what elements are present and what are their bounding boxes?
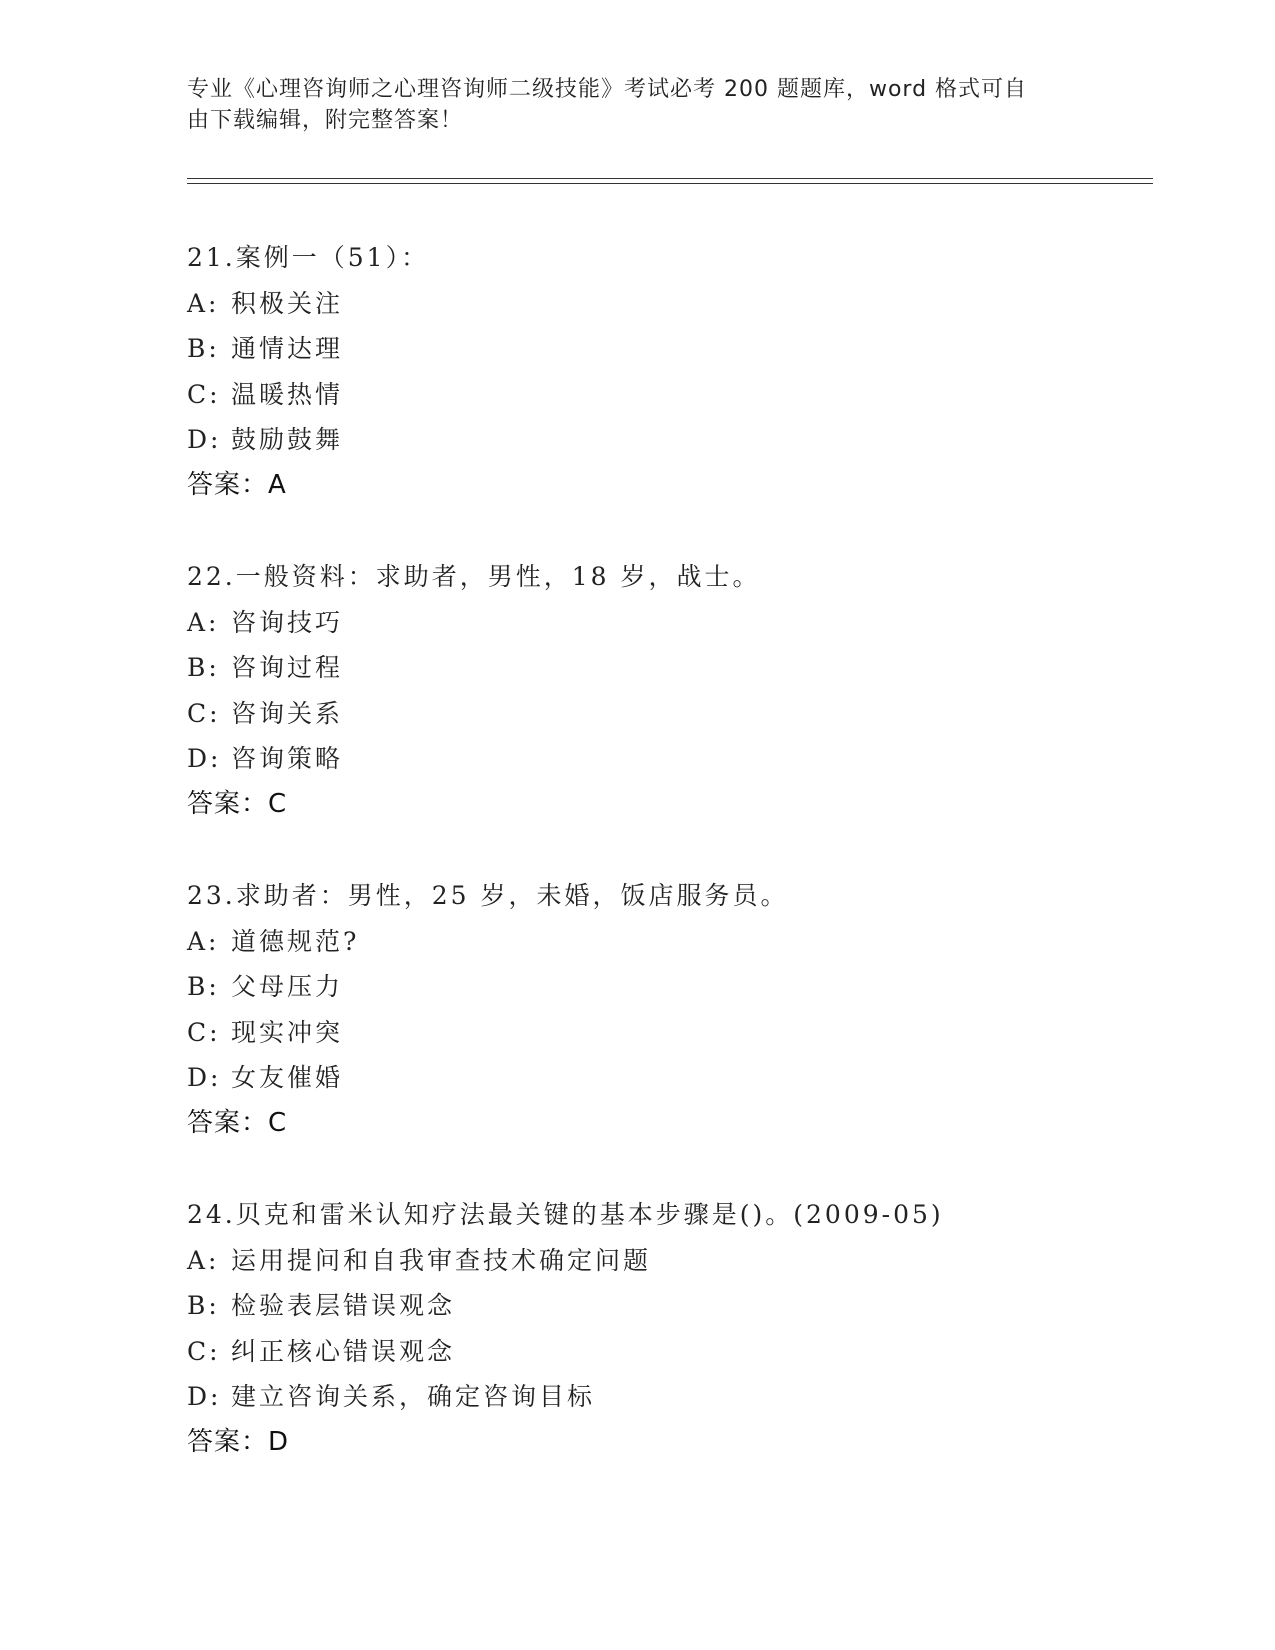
option-d [187, 736, 1167, 782]
answer-line: 答案：A [187, 469, 287, 500]
answer-line: 答案：D [187, 1426, 290, 1457]
option-text: 咨询过程 [231, 653, 344, 683]
option-c [187, 1010, 1167, 1056]
option-d [187, 1374, 1167, 1420]
option-text: 鼓励鼓舞 [231, 425, 344, 455]
option-text: 现实冲突 [231, 1017, 344, 1047]
question-22 [187, 554, 1167, 873]
option-key: B: [187, 653, 220, 683]
option-text: 通情达理 [231, 334, 344, 364]
header-line-1: 专业《心理咨询师之心理咨询师二级技能》考试必考 200 题题库，word 格式可自 [187, 77, 1028, 102]
option-key: D: [187, 744, 222, 774]
question-stem: 23.求助者：男性，25 岁，未婚，饭店服务员。 [187, 881, 789, 910]
option-b [187, 964, 1167, 1010]
answer-line: 答案：C [187, 788, 288, 819]
option-text: 父母压力 [231, 972, 344, 1002]
option-text: 咨询技巧 [231, 607, 344, 637]
option-a [187, 1238, 1167, 1284]
option-text: 运用提问和自我审查技术确定问题 [231, 1245, 652, 1275]
header-divider-top [187, 178, 1153, 179]
option-key: C: [187, 379, 221, 409]
option-c [187, 372, 1167, 418]
option-b [187, 1283, 1167, 1329]
option-text: 建立咨询关系，确定咨询目标 [231, 1382, 596, 1412]
option-a [187, 281, 1167, 327]
document-header [187, 74, 1067, 136]
option-key: A: [187, 926, 220, 956]
option-key: B: [187, 334, 220, 364]
question-24 [187, 1192, 1167, 1511]
option-b [187, 645, 1167, 691]
option-d [187, 417, 1167, 463]
option-c [187, 1329, 1167, 1375]
answer-line: 答案：C [187, 1107, 288, 1138]
option-c [187, 691, 1167, 737]
option-key: A: [187, 1245, 220, 1275]
option-text: 女友催婚 [231, 1063, 344, 1093]
header-divider-bottom [187, 183, 1153, 184]
option-key: B: [187, 972, 220, 1002]
option-key: D: [187, 425, 222, 455]
option-key: C: [187, 1017, 221, 1047]
question-stem: 21.案例一（51）： [187, 243, 430, 272]
option-text: 积极关注 [231, 288, 344, 318]
option-key: D: [187, 1382, 222, 1412]
question-list [187, 235, 1167, 1511]
option-a [187, 919, 1167, 965]
option-text: 道德规范? [231, 926, 360, 956]
option-text: 咨询策略 [231, 744, 344, 774]
option-text: 检验表层错误观念 [231, 1291, 456, 1321]
option-key: C: [187, 698, 221, 728]
option-a [187, 600, 1167, 646]
question-21 [187, 235, 1167, 554]
option-key: D: [187, 1063, 222, 1093]
option-d [187, 1055, 1167, 1101]
question-23 [187, 873, 1167, 1192]
option-text: 咨询关系 [231, 698, 344, 728]
header-line-2: 由下载编辑，附完整答案！ [187, 108, 464, 133]
option-key: A: [187, 288, 220, 318]
option-b [187, 326, 1167, 372]
question-stem: 24.贝克和雷米认知疗法最关键的基本步骤是()。(2009-05) [187, 1200, 944, 1229]
question-stem: 22.一般资料：求助者，男性，18 岁，战士。 [187, 562, 761, 591]
option-key: A: [187, 607, 220, 637]
option-text: 纠正核心错误观念 [231, 1336, 456, 1366]
option-text: 温暖热情 [231, 379, 344, 409]
option-key: B: [187, 1291, 220, 1321]
option-key: C: [187, 1336, 221, 1366]
